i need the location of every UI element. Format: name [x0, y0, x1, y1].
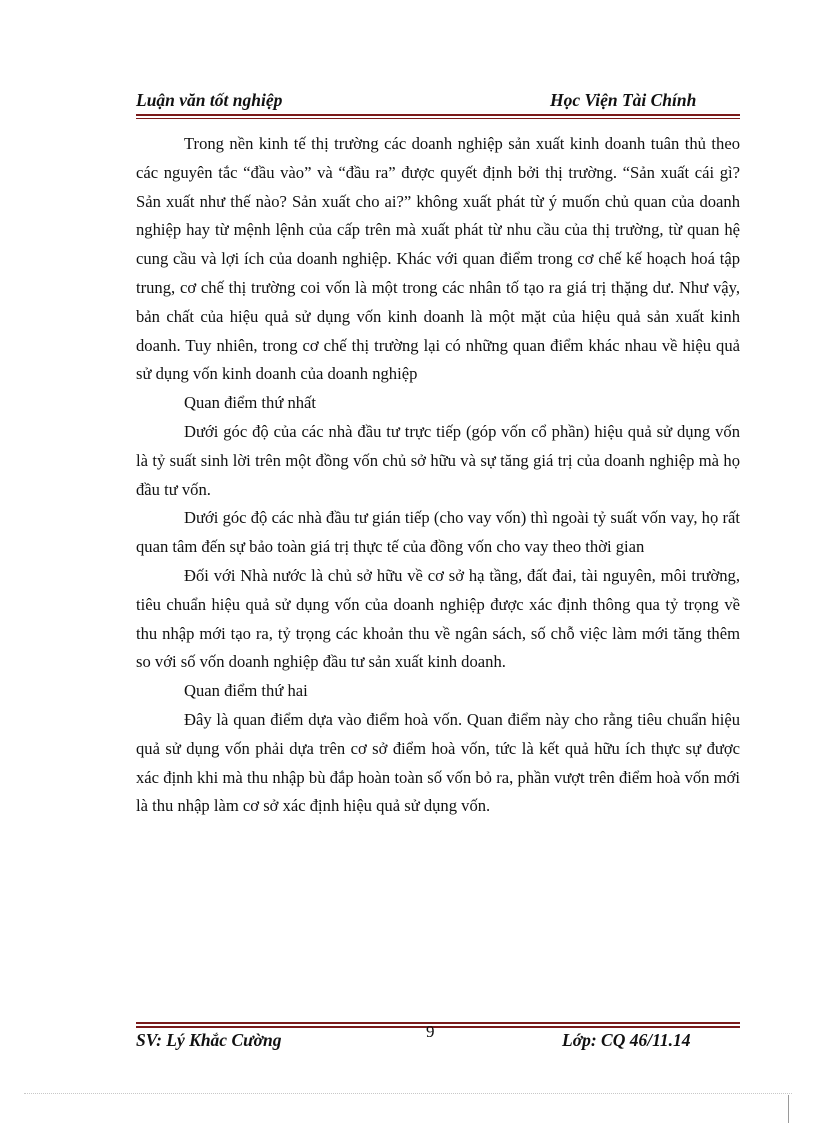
page-header: [136, 88, 740, 116]
footer-rule-top: [136, 1022, 740, 1024]
body-text: [136, 130, 740, 821]
paragraph: Quan điểm thứ nhất: [184, 393, 317, 413]
paragraph: Đây là quan điểm dựa vào điểm hoà vốn. Quan điểm này cho rằng tiêu chuẩn hiệu quả sử dụng vốn phải dựa trên cơ sở điểm hoà vốn, tức là kết quả hữu ích thực sự được xác định khi mà thu nhập bù đắp hoàn toàn số vốn bỏ ra, phần vượt trên điểm hoà vốn mới là thu nhập làm cơ sở xác định hiệu quả sử dụng vốn.: [136, 709, 740, 816]
header-rule-bottom: [136, 118, 740, 119]
paragraph: Dưới góc độ của các nhà đầu tư trực tiếp (góp vốn cổ phần) hiệu quả sử dụng vốn là tỷ suất sinh lời trên một đồng vốn chủ sở hữu và sự tăng giá trị của doanh nghiệp mà họ đầu tư vốn.: [136, 421, 740, 499]
page-bottom-divider: [24, 1093, 792, 1094]
header-thesis-label: Luận văn tốt nghiệp: [136, 90, 283, 110]
paragraph: Quan điểm thứ hai: [184, 681, 308, 701]
page-corner-mark: [788, 1095, 789, 1123]
paragraph: Trong nền kinh tế thị trường các doanh nghiệp sản xuất kinh doanh tuân thủ theo các nguyên tắc “đầu vào” và “đầu ra” được quyết định bởi thị trường. “Sản xuất cái gì? Sản xuất như thế nào? Sản xuất cho ai?” không xuất phát từ ý muốn chủ quan của doanh nghiệp hay từ mệnh lệnh của cấp trên mà xuất phát từ nhu cầu của thị trường, từ quan hệ cung cầu và lợi ích của doanh nghiệp. Khác với quan điểm trong cơ chế kế hoạch hoá tập trung, cơ chế thị trường coi vốn là một trong các nhân tố tạo ra giá trị thặng dư. Như vậy, bản chất của hiệu quả sử dụng vốn kinh doanh là một mặt của hiệu quả sản xuất kinh doanh. Tuy nhiên, trong cơ chế thị trường lại có những quan điểm khác nhau về hiệu quả sử dụng vốn kinh doanh của doanh nghiệp: [136, 134, 740, 384]
footer-class-code: Lớp: CQ 46/11.14: [562, 1030, 691, 1050]
header-rule-top: [136, 114, 740, 116]
footer-student-name: SV: Lý Khắc Cường: [136, 1030, 282, 1050]
paragraph: Đối với Nhà nước là chủ sở hữu về cơ sở hạ tầng, đất đai, tài nguyên, môi trường, tiêu chuẩn hiệu quả sử dụng vốn của doanh nghiệp được xác định thông qua tỷ trọng về thu nhập mới tạo ra, tỷ trọng các khoản thu về ngân sách, số chỗ việc làm mới tăng thêm so với số vốn doanh nghiệp đầu tư sản xuất kinh doanh.: [136, 565, 740, 672]
paragraph: Dưới góc độ các nhà đầu tư gián tiếp (cho vay vốn) thì ngoài tỷ suất vốn vay, họ rất quan tâm đến sự bảo toàn giá trị thực tế của đồng vốn cho vay theo thời gian: [136, 508, 740, 557]
header-institution: Học Viện Tài Chính: [550, 90, 697, 110]
page-number: 9: [426, 1022, 435, 1041]
